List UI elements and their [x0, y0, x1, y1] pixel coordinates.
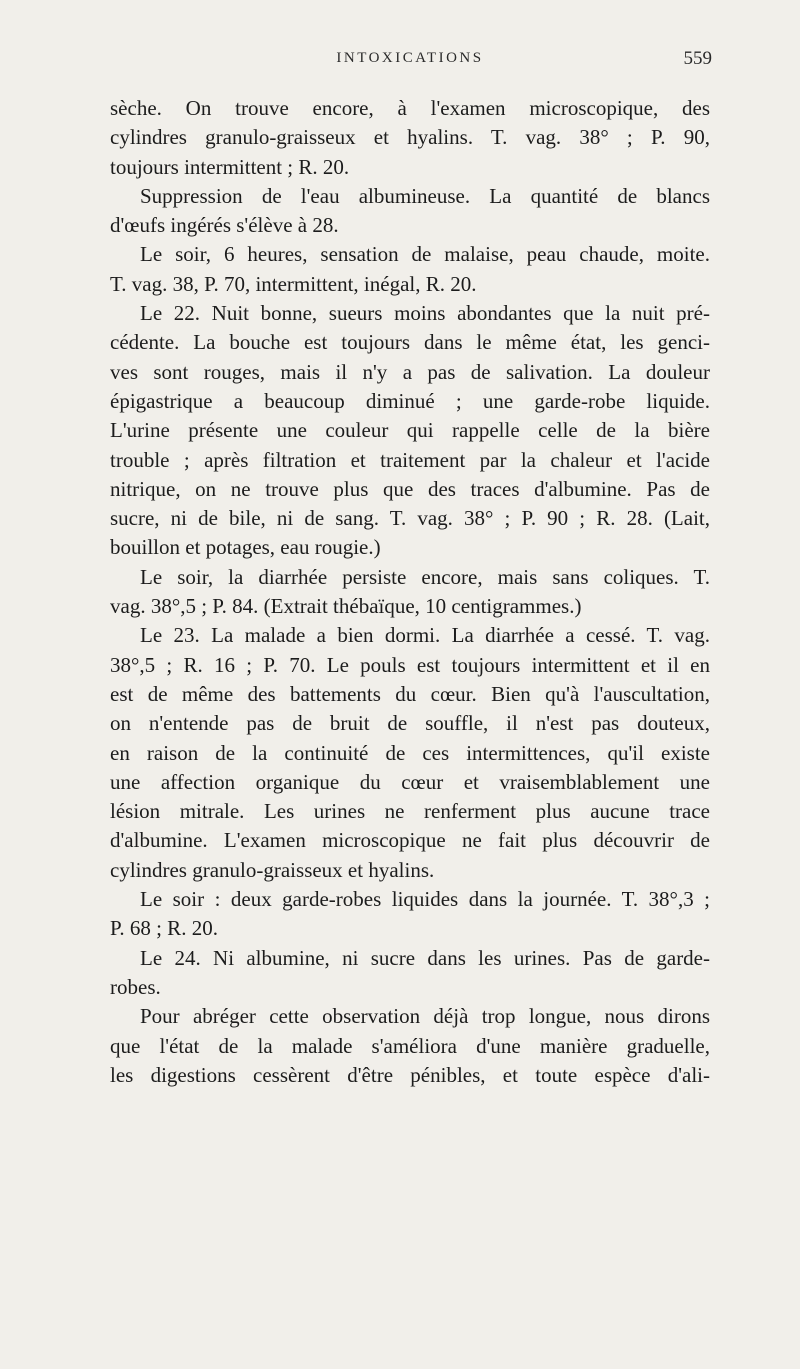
text-line: que l'état de la malade s'améliora d'une manière graduelle, [110, 1033, 710, 1058]
text-line: nitrique, on ne trouve plus que des traces d'albumine. Pas de [110, 476, 710, 501]
text-line: en raison de la continuité de ces intermittences, qu'il existe [110, 740, 710, 765]
text-line: lésion mitrale. Les urines ne renferment plus aucune trace [110, 799, 710, 824]
text-line: Le soir : deux garde-robes liquides dans la journée. T. 38°,3 ; [140, 887, 710, 912]
text-line: Pour abréger cette observation déjà trop longue, nous dirons [140, 1004, 710, 1029]
page-number: 559 [683, 48, 712, 69]
text-line: trouble ; après filtration et traitement par la chaleur et l'acide [110, 447, 710, 472]
text-line: P. 68 ; R. 20. [110, 916, 218, 941]
text-line: bouillon et potages, eau rougie.) [110, 535, 381, 560]
text-line: T. vag. 38, P. 70, intermittent, inégal, R. 20. [110, 271, 477, 296]
text-line: sucre, ni de bile, ni de sang. T. vag. 38° ; P. 90 ; R. 28. (Lait, [110, 506, 710, 531]
running-head [110, 46, 710, 76]
text-line: toujours intermittent ; R. 20. [110, 154, 350, 179]
text-line: on n'entende pas de bruit de souffle, il n'est pas douteux, [110, 711, 710, 736]
running-title: INTOXICATIONS [336, 50, 484, 66]
text-line: d'œufs ingérés s'élève à 28. [110, 213, 339, 238]
text-line: sèche. On trouve encore, à l'examen microscopique, des [110, 96, 710, 120]
text-line: L'urine présente une couleur qui rappelle celle de la bière [110, 418, 710, 443]
text-line: cylindres granulo-graisseux et hyalins. T. vag. 38° ; P. 90, [110, 125, 710, 150]
text-line: cylindres granulo-graisseux et hyalins. [110, 857, 435, 882]
text-line: vag. 38°,5 ; P. 84. (Extrait thébaïque, 10 centigrammes.) [110, 594, 582, 619]
text-line: Le 23. La malade a bien dormi. La diarrhée a cessé. T. vag. [140, 623, 710, 648]
text-line: une affection organique du cœur et vraisemblablement une [110, 769, 710, 794]
text-line: ves sont rouges, mais il n'y a pas de salivation. La douleur [110, 359, 710, 384]
text-line: Le 22. Nuit bonne, sueurs moins abondantes que la nuit pré- [140, 301, 710, 326]
text-line: épigastrique a beaucoup diminué ; une garde-robe liquide. [110, 388, 710, 413]
text-line: d'albumine. L'examen microscopique ne fait plus découvrir de [110, 828, 710, 853]
text-line: Le soir, la diarrhée persiste encore, mais sans coliques. T. [140, 564, 710, 589]
text-line: cédente. La bouche est toujours dans le même état, les genci- [110, 330, 710, 355]
text-line: Le soir, 6 heures, sensation de malaise, peau chaude, moite. [140, 242, 710, 267]
body-text [110, 94, 710, 1090]
text-line: Le 24. Ni albumine, ni sucre dans les urines. Pas de garde- [140, 945, 710, 970]
text-line: 38°,5 ; R. 16 ; P. 70. Le pouls est toujours intermittent et il en [110, 652, 710, 677]
text-line: est de même des battements du cœur. Bien qu'à l'auscultation, [110, 681, 710, 706]
text-line: les digestions cessèrent d'être pénibles, et toute espèce d'ali- [110, 1062, 710, 1087]
text-line: robes. [110, 974, 161, 999]
text-line: Suppression de l'eau albumineuse. La quantité de blancs [140, 183, 710, 208]
